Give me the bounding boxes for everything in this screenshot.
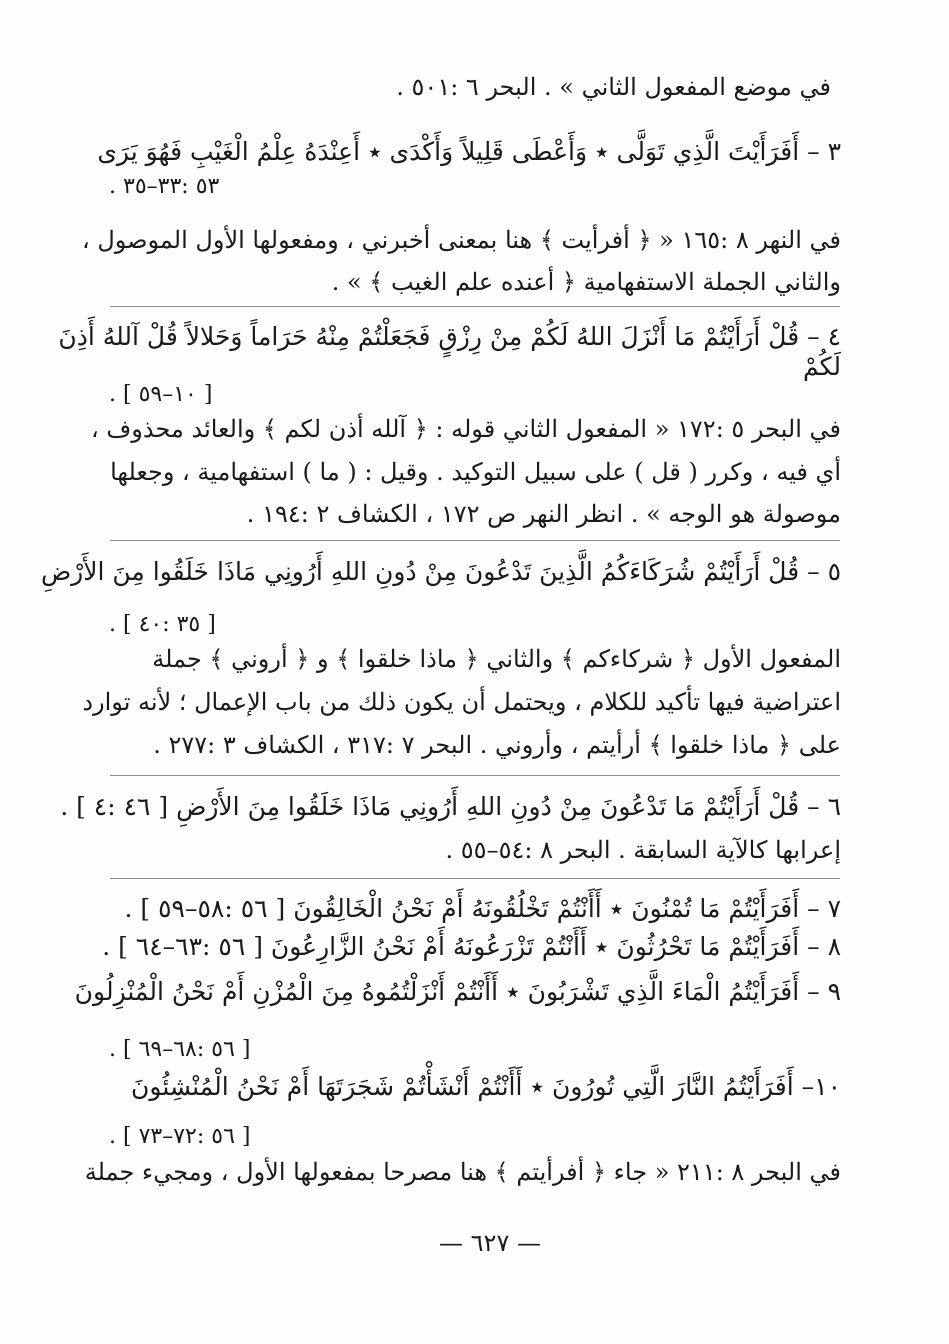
verse-reference: . [ ٣٥ :٤٠ ]: [109, 612, 216, 637]
verse-line: ٣ – أَفَرَأَيْتَ الَّذِي تَوَلَّى ٭ وَأَعْطَى قَلِيلاً وَأَكْدَى ٭ أَعِنْدَهُ عِلْمُ الْغَيْبِ فَهُوَ يَرَى: [97, 137, 841, 166]
verse-reference: . [ ٥٦ :٧٢–٧٣ ]: [109, 1124, 251, 1149]
text-line: على ﴿ ماذا خلقوا ﴾ أرأيتم ، وأروني . البحر ٧ :٣١٧ ، الكشاف ٣ :٢٧٧ .: [153, 731, 841, 759]
section-divider: [110, 878, 840, 879]
text-line: اعتراضية فيها تأكيد للكلام ، ويحتمل أن يكون ذلك من باب الإعمال ؛ لأنه توارد: [82, 688, 841, 716]
verse-line: ٨ – أَفَرَأَيْتُمْ مَا تَحْرُثُونَ ٭ أَأَنْتُمْ تَزْرَعُونَهُ أَمْ نَحْنُ الزَّارِعُونَ [ ٥٦ :٦٣–٦٤ ] .: [102, 932, 841, 961]
text-line: في البحر ٥ :١٧٢ « المفعول الثاني قوله : ﴿ آلله أذن لكم ﴾ والعائد محذوف ،: [91, 415, 841, 443]
section-divider: [110, 540, 840, 541]
section-divider: [110, 306, 840, 307]
text-line: في البحر ٨ :٢١١ « جاء ﴿ أفرأيتم ﴾ هنا مصرحا بمفعولها الأول ، ومجيء جملة: [84, 1158, 841, 1186]
verse-reference: . [ ١٠–٥٩ ]: [109, 382, 213, 407]
verse-line: ٤ – قُلْ أَرَأَيْتُمْ مَا أَنْزَلَ اللهُ لَكُمْ مِنْ رِزْقٍ فَجَعَلْتُمْ مِنْهُ حَرَاماً وَحَلالاً قُلْ آللهُ أَذِنَ: [58, 322, 841, 351]
verse-line: ٧ – أَفَرَأَيْتُمْ مَا تُمْنُونَ ٭ أَأَنْتُمْ تَخْلُقُونَهُ أَمْ نَحْنُ الْخَالِقُونَ [ ٥٦ :٥٨–٥٩ ] .: [124, 894, 841, 923]
verse-line: ٦ – قُلْ أَرَأَيْتُمْ مَا تَدْعُونَ مِنْ دُونِ اللهِ أَرُونِي مَاذَا خَلَقُوا مِنَ الأَرْضِ [ ٤٦ :٤ ] .: [60, 792, 841, 821]
text-line: في موضع المفعول الثاني » . البحر ٦ :٥٠١ .: [396, 73, 831, 101]
verse-line: ٥ – قُلْ أَرَأَيْتُمْ شُرَكَاءَكُمُ الَّذِينَ تَدْعُونَ مِنْ دُونِ اللهِ أَرُونِي مَاذَا خَلَقُوا مِنَ الأَرْضِ: [40, 557, 841, 586]
text-line: في النهر ٨ :١٦٥ « ﴿ أفرأيت ﴾ هنا بمعنى أخبرني ، ومفعولها الأول الموصول ،: [81, 226, 841, 254]
verse-line: لَكُمْ: [802, 352, 841, 381]
section-divider: [110, 775, 840, 776]
page-number: — ٦٢٧ —: [439, 1229, 541, 1257]
verse-reference: . [ ٥٦ :٦٨–٦٩ ]: [109, 1037, 251, 1062]
verse-reference: . ٥٣ :٣٣–٣٥: [109, 174, 220, 199]
verse-line: ١٠– أَفَرَأَيْتُمُ النَّارَ الَّتِي تُورُونَ ٭ أَأَنْتُمْ أَنْشَأْتُمْ شَجَرَتَهَا أَمْ نَحْنُ الْمُنْشِئُونَ: [131, 1072, 841, 1101]
text-line: والثاني الجملة الاستفهامية ﴿ أعنده علم الغيب ﴾ » .: [331, 268, 841, 296]
text-line: أي فيه ، وكرر ( قل ) على سبيل التوكيد . وقيل : ( ما ) استفهامية ، وجعلها: [110, 458, 841, 486]
text-line: المفعول الأول ﴿ شركاءكم ﴾ والثاني ﴿ ماذا خلقوا ﴾ و ﴿ أروني ﴾ جملة: [152, 645, 841, 673]
text-line: إعرابها كالآية السابقة . البحر ٨ :٥٤–٥٥ .: [445, 836, 841, 864]
text-line: موصولة هو الوجه » . انظر النهر ص ١٧٢ ، الكشاف ٢ :١٩٤ .: [246, 500, 841, 528]
verse-line: ٩ – أَفَرَأَيْتُمُ الْمَاءَ الَّذِي تَشْرَبُونَ ٭ أَأَنْتُمْ أَنْزَلْتُمُوهُ مِنَ الْمُزْنِ أَمْ نَحْنُ الْمُنْزِلُونَ: [74, 977, 841, 1006]
